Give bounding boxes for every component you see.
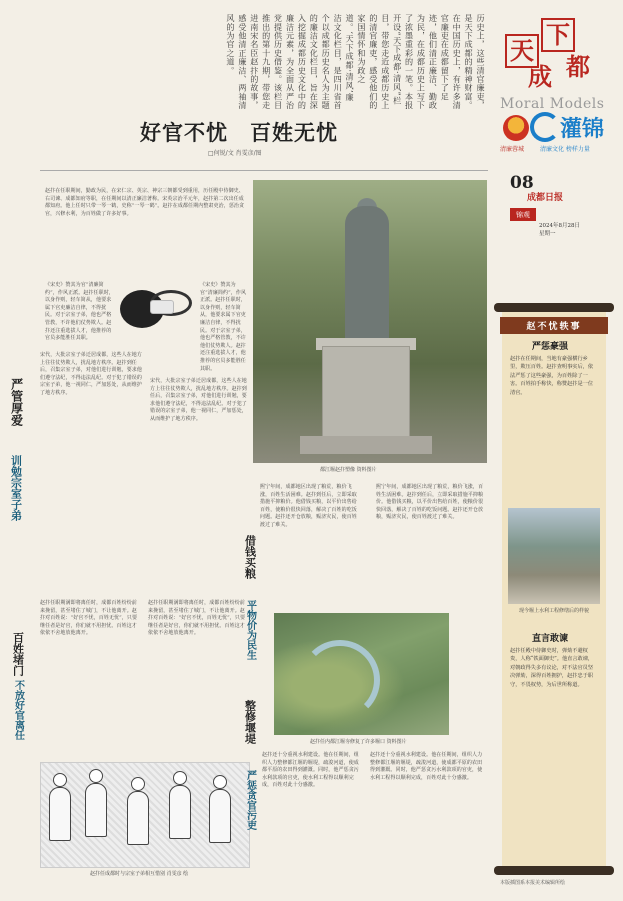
section-1-heading: 严管厚爱 bbox=[9, 378, 24, 426]
aerial-caption: 赵抃任内都江堰夯修复了许多堰口 资料图片 bbox=[310, 739, 407, 745]
paragraph-4a: 熙宁年间，成都地区出现了粮荒，粮价飞涨，百姓生活困难。赵抃到任后，立即采取措施平抑粮价。他借钱买粮，以平价出售给百姓，使粮价很快回落，解决了百姓的吃饭问题。赵抃还开仓放粮，赈济灾民，使百姓渡过了难关。 bbox=[260, 484, 357, 528]
figure-head-2 bbox=[89, 769, 103, 783]
qinglian-emblem-icon bbox=[503, 115, 529, 141]
sketch-illustration bbox=[40, 762, 250, 868]
section-1-subheading: 训勉宗室子弟 bbox=[9, 455, 23, 521]
moral-models-subtitle: Moral Models bbox=[500, 96, 605, 112]
figure-head-4 bbox=[173, 771, 187, 785]
tianxia-chengdu-logo bbox=[495, 8, 615, 98]
date-text: 2024年8月28日 bbox=[539, 223, 580, 229]
divider bbox=[40, 170, 488, 171]
scroll-photo bbox=[508, 508, 600, 604]
pedestal bbox=[322, 346, 410, 440]
figure-3 bbox=[127, 791, 149, 845]
scroll-rod-bottom bbox=[494, 866, 614, 875]
sketch-caption: 赵抃任成都时与宗室子弟相互惜别 肖雯彦 绘 bbox=[90, 871, 189, 877]
figure-head-1 bbox=[53, 773, 67, 787]
section-3-subheading: 不放好官离任 bbox=[12, 680, 24, 740]
paragraph-3a: 宋代，大批宗室子弟迁居成都，这些人在地方上往往仗势欺人，扰乱地方秩序。赵抃到任后，召集宗室子弟，对他们进行训勉，要求他们遵守法纪，不得违法乱纪。对于犯了错误的宗室子弟，他一视同仁，严加惩处，从而维护了地方秩序。 bbox=[40, 352, 143, 396]
scroll-text-2: 赵抃任殿中侍御史时，弹劾不避权贵，人称“铁面御史”。他直言敢谏，对朝政得失多有议论，对不法官员坚决弹劾，深得百姓拥护，赵抃忠于职守，不畏权势，为后世所称道。 bbox=[510, 648, 594, 688]
paragraph-5b: 赵抃任职期满即将离任时，成都百姓纷纷前来挽留，甚至堵住了城门，不让他离开。赵抃对百姓说：“好官不忧，百姓无忧”，只要继任者是好官，你们就不用担忧。百姓这才依依不舍地放他离开。 bbox=[148, 600, 246, 637]
paragraph-6b: 赵抃还十分重视水利建设。他在任期间，组织人力整修都江堰的堰堤，疏浚河道，使成都平原的农田得到灌溉。同时，他严惩贪污水利款项的官吏，使水利工程得以顺利完成，百姓对此十分感激。 bbox=[370, 752, 483, 781]
scroll-rod-top bbox=[494, 303, 614, 312]
paragraph-1: 赵抃在任职期间，勤政为民，在宋仁宗、英宗、神宗三朝都受到重用，历任殿中侍御史、右司谏、成都知府等职，在任期间以清正廉洁著称。宋英宗治平元年，赵抃第二次出任成都知府。他上任时只带一琴一鹤，史称“一琴一鹤”。赵抃在成都任期内整肃吏治，惩治贪官，兴修水利，为百姓做了许多好事。 bbox=[45, 188, 245, 217]
paragraph-2b: 《宋史》赞其为官“清廉简约”，作风正派。赵抃任职时，以身作则，轻车简从，他要求属下官吏廉洁自律，不得扰民。对于宗室子弟，他也严格管教，不许他们仗势欺人。赵抃还注重选拔人才，他推荐的官员多能胜任其职。 bbox=[200, 282, 247, 372]
section-4-subheading: 严惩贪官污吏 bbox=[244, 770, 256, 830]
scroll-text-1: 赵抃在任期间，当地有豪强横行乡里，欺压百姓。赵抃查明事实后，依法严惩了这些豪强，为百姓除了一害。百姓拍手称快，称赞赵抃是一位清官。 bbox=[510, 356, 594, 396]
figure-1 bbox=[49, 787, 71, 841]
scroll-subheading-1: 严惩豪强 bbox=[532, 342, 569, 352]
section-4-heading: 整修堰堤 bbox=[243, 700, 257, 744]
paragraph-2a: 《宋史》赞其为官“清廉简约”，作风正派。赵抃任职时，以身作则，轻车简从，他要求属下官吏廉洁自律，不得扰民。对于宗室子弟，他也严格管教，不许他们仗势欺人。赵抃还注重选拔人才，他推荐的官员多能胜任其职。 bbox=[45, 282, 114, 342]
statue-body bbox=[345, 206, 389, 348]
seal-stamp-icon bbox=[150, 300, 174, 314]
figure-2 bbox=[85, 783, 107, 837]
page-number: 08 bbox=[510, 173, 534, 193]
section-2-subheading: 平物价为民生 bbox=[244, 600, 256, 660]
footer-note: 本版插图系本报美术编辑所绘 bbox=[500, 880, 566, 886]
logo-char-1: 天 bbox=[505, 34, 539, 68]
pedestal-steps bbox=[300, 436, 432, 454]
guanjin-tagline: 清廉文化 榜样力量 bbox=[540, 146, 590, 153]
figure-4 bbox=[169, 785, 191, 839]
logo-char-3: 成 bbox=[528, 62, 552, 91]
issue-date bbox=[539, 222, 580, 238]
logo-char-4: 都 bbox=[566, 52, 590, 81]
paragraph-4b: 熙宁年间，成都地区出现了粮荒，粮价飞涨，百姓生活困难。赵抃到任后，立即采取措施平抑粮价。他借钱买粮，以平价出售给百姓，使粮价很快回落，解决了百姓的吃饭问题。赵抃还开仓放粮，赈济灾民，使百姓渡过了难关。 bbox=[376, 484, 484, 521]
figure-head-3 bbox=[131, 777, 145, 791]
anecdote-scroll bbox=[494, 303, 614, 875]
intro-text: 历史上，这些清官廉吏，是天下成都的精神财富。在中国历史上，有许多清官廉吏在成都留下了足迹，他们清正廉洁、勤政为民，在成都历史上写下了浓墨重彩的一笔。本报开设“天下成都·清风”栏目，带您走近成都历史上的清官廉吏，感受他们的家国情怀和为政之道。‘天下成都·清风’廉洁文化栏目，是四川省首个以成都历史名人为主题的廉洁文化栏目，旨在深入挖掘成都历史文化中的廉洁元素，为全面从严治党提供历史借鉴。该栏目推出的第十九期，带您走进南宋名臣赵抃的故事，感受他清正廉洁、两袖清风的为官之道。 bbox=[225, 14, 486, 110]
paragraph-5a: 赵抃任职期满即将离任时，成都百姓纷纷前来挽留，甚至堵住了城门，不让他离开。赵抃对百姓说：“好官不忧，百姓无忧”，只要继任者是好官，你们就不用担忧。百姓这才依依不舍地放他离开。 bbox=[40, 600, 138, 637]
paragraph-3b: 宋代，大批宗室子弟迁居成都，这些人在地方上往往仗势欺人，扰乱地方秩序。赵抃到任后，召集宗室子弟，对他们进行训勉，要求他们遵守法纪，不得违法乱纪。对于犯了错误的宗室子弟，他一视同仁，严加惩处，从而维护了地方秩序。 bbox=[150, 378, 247, 422]
section-tag: 锦观 bbox=[510, 208, 536, 221]
statue-caption: 都江堰赵抃塑像 资料图片 bbox=[320, 467, 377, 473]
figure-5 bbox=[209, 789, 231, 843]
guanjin-swirl-icon bbox=[530, 112, 560, 142]
scroll-subheading-2: 直言敢谏 bbox=[532, 634, 569, 644]
figure-head-5 bbox=[213, 775, 227, 789]
logo-char-2: 下 bbox=[541, 18, 575, 52]
section-3-heading: 百姓堵门 bbox=[11, 632, 25, 676]
scroll-photo-caption: 现今堰上水利工程修缮后的样貌 bbox=[518, 608, 589, 614]
river-shape bbox=[300, 640, 380, 720]
guanjin-logo: 灌锦 bbox=[560, 116, 605, 142]
paper-name: 成都日报 bbox=[527, 193, 564, 203]
page-title: 好官不忧 百姓无忧 bbox=[140, 120, 338, 145]
weekday-text: 星期一 bbox=[539, 231, 556, 237]
scroll-header: 赵不忧轶事 bbox=[500, 317, 608, 334]
byline: □何锐/文 肖雯彦/图 bbox=[208, 150, 262, 157]
qinglian-label: 清廉蓉城 bbox=[500, 146, 525, 153]
section-2-heading: 借钱买粮 bbox=[243, 535, 257, 579]
paragraph-6a: 赵抃还十分重视水利建设。他在任期间，组织人力整修都江堰的堰堤，疏浚河道，使成都平原的农田得到灌溉。同时，他严惩贪污水利款项的官吏，使水利工程得以顺利完成，百姓对此十分感激。 bbox=[262, 752, 359, 789]
